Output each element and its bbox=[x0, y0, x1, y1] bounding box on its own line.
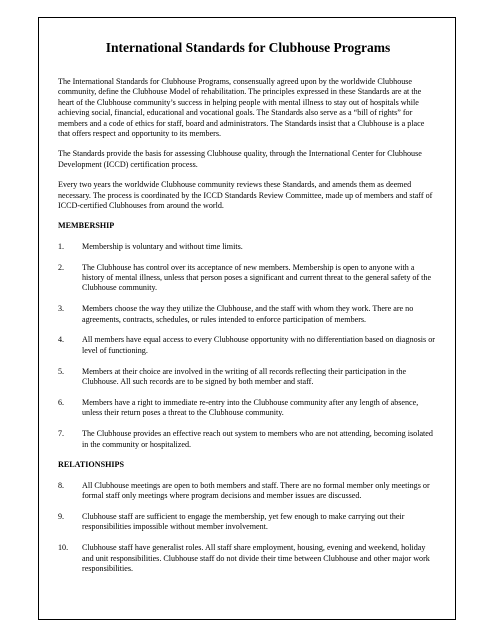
item-number: 1. bbox=[58, 241, 65, 251]
item-text: Membership is voluntary and without time limits. bbox=[82, 241, 243, 251]
intro-paragraph: The International Standards for Clubhouse Programs, consensually agreed upon by the worldwide Clubhouse community, define the Clubhouse Model of rehabilitation. The principles expressed in these Standards are at the heart of the Clubhouse community’s success in helping people with mental illness to stay out of hospitals while achieving social, financial, educational and vocational goals. The Standards also serve as a “bill of rights” for members and a code of ethics for staff, board and administrators. The Standards insist that a Clubhouse is a place that offers respect and opportunity to its members. bbox=[58, 77, 425, 139]
item-text: The Clubhouse provides an effective reach out system to members who are not attending, becoming isolated in the community or hospitalized. bbox=[82, 429, 433, 449]
document-title: International Standards for Clubhouse Programs bbox=[105, 40, 391, 55]
item-text: Clubhouse staff are sufficient to engage the membership, yet few enough to make carrying out their responsibilities impossible without member involvement. bbox=[82, 511, 405, 532]
item-text: Members choose the way they utilize the Clubhouse, and the staff with whom they work. There are no agreements, contracts, schedules, or rules intended to enforce participation of members. bbox=[82, 304, 414, 324]
list-item bbox=[58, 367, 438, 388]
item-number: 4. bbox=[58, 335, 65, 345]
intro-paragraph: The Standards provide the basis for assessing Clubhouse quality, through the International Center for Clubhouse Development (ICCD) certification process. bbox=[58, 149, 422, 169]
section-heading-relationships: RELATIONSHIPS bbox=[58, 460, 124, 470]
list-item bbox=[58, 543, 438, 574]
item-text: The Clubhouse has control over its acceptance of new members. Membership is open to anyone with a history of mental illness, unless that person poses a significant and current threat to the general safety of the Clubhouse community. bbox=[82, 262, 432, 293]
section-heading-membership: MEMBERSHIP bbox=[58, 221, 115, 231]
item-text: Members at their choice are involved in the writing of all records reflecting their participation in the Clubhouse. All such records are to be signed by both member and staff. bbox=[82, 366, 407, 387]
item-number: 3. bbox=[58, 304, 65, 314]
item-text: All members have equal access to every Clubhouse opportunity with no differentiation based on diagnosis or level of functioning. bbox=[82, 335, 435, 355]
list-item bbox=[58, 335, 438, 356]
item-number: 6. bbox=[58, 397, 65, 407]
list-item bbox=[58, 398, 438, 419]
item-number: 10. bbox=[58, 543, 69, 553]
list-item bbox=[58, 242, 438, 252]
item-number: 8. bbox=[58, 480, 65, 490]
list-item bbox=[58, 512, 438, 533]
intro-paragraph: Every two years the worldwide Clubhouse community reviews these Standards, and amends them as deemed necessary. The process is coordinated by the ICCD Standards Review Committee, made up of members and staff of ICCD-certified Clubhouses from around the world. bbox=[58, 180, 433, 211]
list-item bbox=[58, 481, 438, 502]
item-text: All Clubhouse meetings are open to both members and staff. There are no formal member only meetings or formal staff only meetings where program decisions and member issues are discussed. bbox=[82, 480, 430, 501]
item-number: 9. bbox=[58, 511, 65, 521]
document-body bbox=[58, 40, 438, 585]
item-number: 2. bbox=[58, 262, 65, 272]
list-item bbox=[58, 429, 438, 450]
item-number: 7. bbox=[58, 429, 65, 439]
list-item bbox=[58, 263, 438, 294]
item-text: Members have a right to immediate re-entry into the Clubhouse community after any length of absence, unless their return poses a threat to the Clubhouse community. bbox=[82, 397, 419, 418]
list-item bbox=[58, 304, 438, 325]
item-number: 5. bbox=[58, 366, 65, 376]
item-text: Clubhouse staff have generalist roles. All staff share employment, housing, evening and weekend, holiday and unit responsibilities. Clubhouse staff do not divide their time between Clubhouse and other major work responsibilities. bbox=[82, 543, 430, 573]
